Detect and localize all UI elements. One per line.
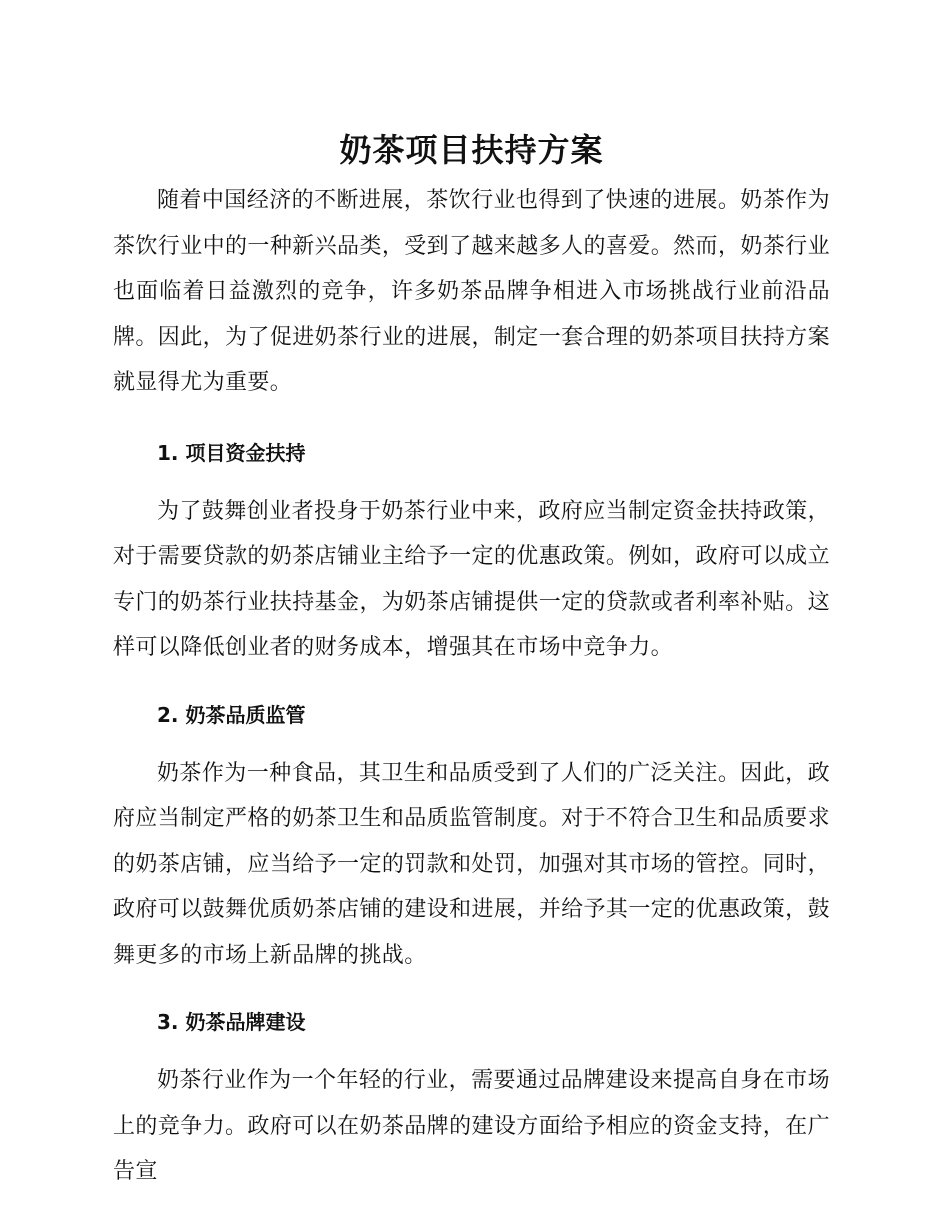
section-body-branding: 奶茶行业作为一个年轻的行业，需要通过品牌建设来提高自身在市场上的竞争力。政府可以在奶茶品牌的建设方面给予相应的资金支持，在广告宣 (113, 1068, 830, 1184)
section-body-funding: 为了鼓舞创业者投身于奶茶行业中来，政府应当制定资金扶持政策，对于需要贷款的奶茶店铺业主给予一定的优惠政策。例如，政府可以成立专门的奶茶行业扶持基金，为奶茶店铺提供一定的贷款或者利率补贴。这样可以降低创业者的财务成本，增强其在市场中竞争力。 (113, 498, 830, 660)
section-body-quality: 奶茶作为一种食品，其卫生和品质受到了人们的广泛关注。因此，政府应当制定严格的奶茶卫生和品质监管制度。对于不符合卫生和品质要求的奶茶店铺，应当给予一定的罚款和处罚，加强对其市场的管控。同时，政府可以鼓舞优质奶茶店铺的建设和进展，并给予其一定的优惠政策，鼓舞更多的市场上新品牌的挑战。 (113, 760, 830, 968)
document-page (113, 128, 830, 1195)
intro-paragraph: 随着中国经济的不断进展，茶饮行业也得到了快速的进展。奶茶作为茶饮行业中的一种新兴品类，受到了越来越多人的喜爱。然而，奶茶行业也面临着日益激烈的竞争，许多奶茶品牌争相进入市场挑战行业前沿品牌。因此，为了促进奶茶行业的进展，制定一套合理的奶茶项目扶持方案就显得尤为重要。 (113, 188, 830, 395)
section-heading-branding: 3. 奶茶品牌建设 (157, 1010, 306, 1034)
document-title: 奶茶项目扶持方案 (339, 131, 604, 169)
section-heading-funding: 1. 项目资金扶持 (157, 440, 306, 465)
section-heading-quality: 2. 奶茶品质监管 (157, 702, 306, 727)
